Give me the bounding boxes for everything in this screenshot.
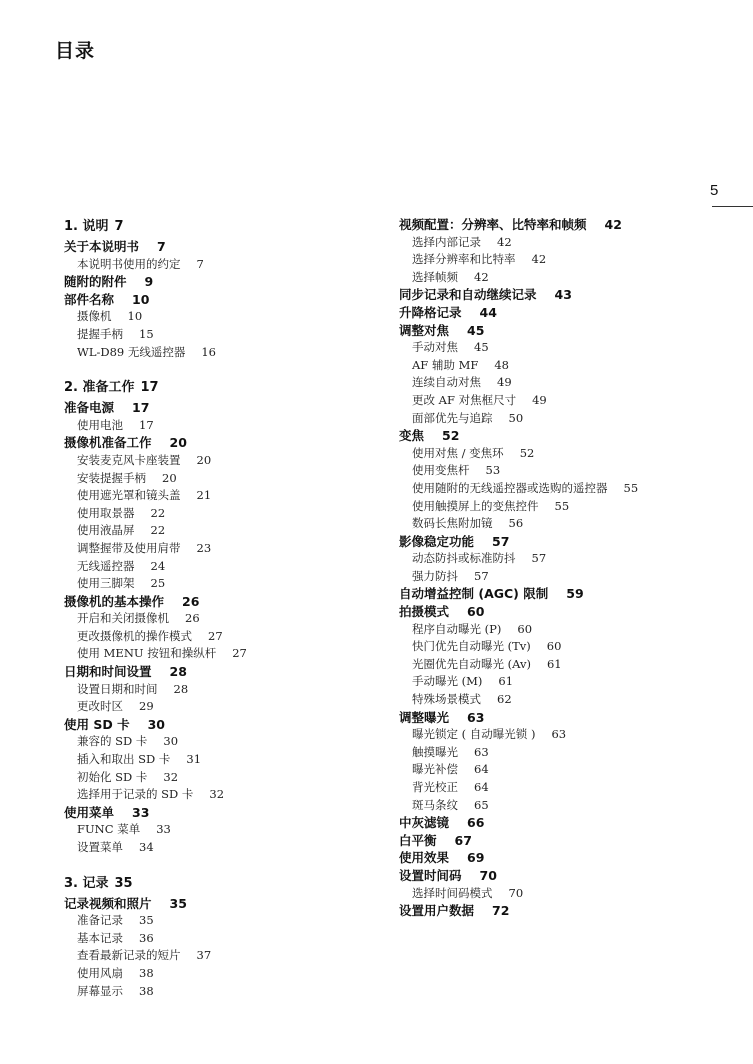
toc-right-column	[399, 216, 749, 920]
toc-entry-page: 20	[162, 470, 177, 485]
toc-entry-page: 61	[498, 674, 514, 689]
toc-entry-title: 快门优先自动曝光 (Tv)	[412, 639, 531, 654]
toc-entry-page: 63	[467, 709, 485, 725]
toc-entry-title: 自动增益控制 (AGC) 限制	[399, 586, 549, 602]
toc-subsection-entry[interactable]	[399, 726, 749, 744]
toc-entry-title: 使用取景器	[77, 505, 135, 520]
toc-entry-title: 程序自动曝光 (P)	[412, 621, 502, 636]
toc-entry-title: 调整对焦	[399, 322, 450, 338]
toc-entry-title: 兼容的 SD 卡	[77, 734, 148, 749]
toc-subsection-entry[interactable]	[64, 505, 384, 523]
toc-entry-page: 45	[467, 322, 485, 338]
toc-entry-page: 57	[531, 551, 547, 566]
toc-entry-page: 24	[150, 558, 166, 573]
toc-section-entry[interactable]	[64, 593, 384, 611]
toc-section-entry[interactable]	[64, 238, 384, 256]
toc-section-entry[interactable]	[64, 291, 384, 309]
toc-entry-title: 提握手柄	[77, 326, 123, 341]
toc-subsection-entry[interactable]	[399, 550, 749, 568]
toc-entry-title: 使用遮光罩和镜头盖	[77, 488, 181, 503]
toc-entry-page: 63	[474, 744, 489, 759]
toc-entry-page: 33	[132, 804, 150, 820]
toc-entry-title: 屏幕显示	[77, 983, 123, 998]
toc-entry-page: 45	[474, 340, 489, 355]
toc-entry-title: 插入和取出 SD 卡	[77, 752, 171, 767]
toc-entry-title: 调整曝光	[399, 709, 450, 725]
toc-section-entry[interactable]	[399, 322, 749, 340]
toc-entry-page: 70	[508, 885, 524, 900]
toc-entry-page: 17	[139, 417, 154, 432]
toc-entry-title: AF 辅助 MF	[412, 357, 479, 372]
toc-section-entry[interactable]	[64, 434, 384, 452]
toc-entry-title: 随附的附件	[64, 274, 127, 290]
toc-subsection-entry[interactable]	[64, 751, 384, 769]
toc-entry-title: 部件名称	[64, 291, 115, 307]
toc-section-entry[interactable]	[64, 895, 384, 913]
toc-entry-title: 手动曝光 (M)	[412, 674, 483, 689]
toc-subsection-entry[interactable]	[399, 339, 749, 357]
toc-entry-page: 44	[479, 304, 497, 320]
toc-subsection-entry[interactable]	[64, 470, 384, 488]
toc-entry-page: 34	[139, 840, 154, 854]
toc-subsection-entry[interactable]	[399, 797, 749, 815]
toc-section-entry[interactable]	[64, 399, 384, 417]
toc-subsection-entry[interactable]	[64, 733, 384, 751]
toc-subsection-entry[interactable]	[64, 645, 384, 663]
toc-entry-title: 更改时区	[77, 699, 123, 714]
toc-section-entry[interactable]	[399, 603, 749, 621]
toc-entry-page: 28	[169, 664, 187, 680]
toc-entry-page: 23	[196, 540, 212, 555]
toc-section-entry[interactable]	[399, 709, 749, 727]
toc-subsection-entry[interactable]	[399, 691, 749, 709]
toc-entry-title: 摄像机	[77, 309, 112, 324]
toc-entry-page: 60	[467, 604, 485, 620]
toc-entry-title: 关于本说明书	[64, 239, 140, 254]
toc-section-entry[interactable]	[399, 867, 749, 885]
toc-entry-title: 使用变焦杆	[412, 463, 470, 478]
toc-entry-title: 安装提握手柄	[77, 470, 146, 485]
toc-entry-page: 37	[196, 948, 212, 963]
toc-subsection-entry[interactable]	[64, 698, 384, 716]
toc-entry-page: 33	[156, 822, 171, 837]
toc-entry-page: 43	[554, 287, 572, 303]
toc-section-entry[interactable]	[399, 814, 749, 832]
toc-subsection-entry[interactable]	[64, 912, 384, 930]
toc-entry-title: 使用 SD 卡	[64, 716, 130, 732]
toc-entry-title: 更改摄像机的操作模式	[77, 628, 192, 643]
toc-entry-title: 设置日期和时间	[77, 681, 158, 696]
toc-entry-title: 中灰滤镜	[399, 815, 450, 831]
toc-subsection-entry[interactable]	[64, 540, 384, 558]
toc-chapter-entry[interactable]	[64, 873, 384, 895]
toc-subsection-entry[interactable]	[399, 568, 749, 586]
toc-subsection-entry[interactable]	[64, 558, 384, 576]
toc-entry-title: 特殊场景模式	[412, 692, 481, 707]
toc-entry-title: 记录视频和照片	[64, 895, 152, 911]
toc-subsection-entry[interactable]	[64, 452, 384, 470]
toc-section-entry[interactable]	[64, 804, 384, 822]
toc-subsection-entry[interactable]	[399, 357, 749, 375]
toc-subsection-entry[interactable]	[399, 234, 749, 252]
toc-entry-page: 10	[132, 291, 150, 307]
toc-entry-page: 62	[497, 692, 512, 707]
toc-entry-page: 38	[139, 983, 154, 998]
toc-entry-title: 连续自动对焦	[412, 375, 481, 390]
toc-entry-title: 选择时间码模式	[412, 885, 493, 900]
toc-entry-page: 29	[139, 699, 154, 714]
toc-section-entry[interactable]	[64, 273, 384, 291]
toc-entry-title: 日期和时间设置	[64, 664, 152, 680]
toc-entry-page: 66	[467, 815, 485, 831]
toc-entry-page: 49	[532, 392, 547, 407]
toc-subsection-entry[interactable]	[399, 621, 749, 639]
toc-subsection-entry[interactable]	[399, 779, 749, 797]
toc-section-entry[interactable]	[399, 286, 749, 304]
toc-entry-title: 曝光锁定 ( 自动曝光锁 )	[412, 727, 536, 742]
toc-subsection-entry[interactable]	[64, 839, 384, 857]
toc-entry-page: 64	[474, 762, 489, 777]
toc-subsection-entry[interactable]	[64, 417, 384, 435]
toc-entry-page: 7	[157, 239, 166, 254]
toc-subsection-entry[interactable]	[64, 487, 384, 505]
toc-entry-page: 35	[139, 913, 154, 928]
toc-subsection-entry[interactable]	[399, 885, 749, 903]
toc-entry-page: 65	[474, 797, 489, 812]
toc-chapter-entry[interactable]	[64, 377, 384, 399]
toc-subsection-entry[interactable]	[399, 638, 749, 656]
toc-subsection-entry[interactable]	[64, 769, 384, 787]
toc-entry-title: 安装麦克风卡座装置	[77, 452, 181, 467]
toc-entry-title: 影像稳定功能	[399, 533, 475, 549]
toc-entry-title: 本说明书使用的约定	[77, 256, 181, 271]
toc-entry-page: 15	[139, 326, 154, 341]
toc-subsection-entry[interactable]	[399, 498, 749, 516]
toc-subsection-entry[interactable]	[399, 744, 749, 762]
toc-entry-title: 使用随附的无线遥控器或选购的遥控器	[412, 480, 608, 495]
toc-entry-page: 42	[497, 234, 512, 249]
toc-entry-title: 使用电池	[77, 417, 123, 432]
toc-subsection-entry[interactable]	[64, 522, 384, 540]
section-gap	[64, 361, 384, 377]
section-gap	[64, 857, 384, 873]
toc-entry-page: 30	[147, 716, 165, 732]
toc-entry-title: 初始化 SD 卡	[77, 769, 148, 784]
toc-entry-page: 26	[182, 593, 200, 609]
toc-entry-title: 手动对焦	[412, 340, 458, 355]
toc-subsection-entry[interactable]	[399, 445, 749, 463]
toc-entry-page: 31	[186, 752, 202, 767]
toc-entry-title: 调整握带及使用肩带	[77, 540, 181, 555]
page-title: 目录	[55, 40, 96, 62]
toc-entry-page: 72	[492, 903, 510, 919]
toc-subsection-entry[interactable]	[64, 308, 384, 326]
toc-entry-page: 27	[208, 628, 223, 643]
toc-entry-page: 32	[209, 787, 225, 802]
toc-entry-title: 光圈优先自动曝光 (Av)	[412, 656, 531, 671]
toc-entry-title: 曝光补偿	[412, 762, 458, 777]
toc-entry-page: 35	[169, 895, 187, 911]
toc-subsection-entry[interactable]	[399, 410, 749, 428]
toc-entry-page: 70	[479, 867, 497, 883]
toc-entry-title: 选择帧频	[412, 269, 458, 284]
toc-entry-title: 1. 说明	[64, 219, 109, 234]
toc-entry-title: 使用菜单	[64, 804, 115, 820]
toc-entry-title: 开启和关闭摄像机	[77, 611, 169, 626]
toc-section-entry[interactable]	[399, 585, 749, 603]
toc-chapter-entry[interactable]	[64, 216, 384, 238]
toc-entry-page: 53	[485, 463, 501, 478]
toc-entry-page: 38	[139, 965, 154, 980]
toc-entry-title: 摄像机的基本操作	[64, 593, 165, 609]
toc-entry-title: 选择内部记录	[412, 234, 481, 249]
toc-entry-title: 使用三脚架	[77, 576, 135, 591]
toc-entry-title: 使用液晶屏	[77, 523, 135, 538]
toc-section-entry[interactable]	[399, 902, 749, 920]
toc-entry-title: 使用风扇	[77, 965, 123, 980]
toc-subsection-entry[interactable]	[399, 462, 749, 480]
toc-entry-page: 52	[519, 445, 535, 460]
toc-subsection-entry[interactable]	[64, 256, 384, 274]
toc-entry-page: 42	[531, 252, 547, 267]
toc-subsection-entry[interactable]	[399, 374, 749, 392]
toc-entry-title: 设置时间码	[399, 867, 462, 883]
toc-entry-page: 20	[196, 452, 212, 467]
toc-entry-title: 触摸曝光	[412, 744, 458, 759]
toc-entry-title: 使用对焦 / 变焦环	[412, 445, 504, 460]
toc-subsection-entry[interactable]	[64, 681, 384, 699]
toc-subsection-entry[interactable]	[399, 515, 749, 533]
toc-entry-title: 准备电源	[64, 400, 115, 416]
toc-entry-title: WL-D89 无线遥控器	[77, 344, 186, 359]
toc-entry-title: 摄像机准备工作	[64, 435, 152, 451]
toc-subsection-entry[interactable]	[399, 673, 749, 691]
page-number: 5	[710, 182, 719, 199]
toc-entry-page: 25	[150, 576, 166, 591]
toc-subsection-entry[interactable]	[399, 392, 749, 410]
toc-entry-page: 69	[467, 850, 485, 866]
toc-entry-page: 26	[185, 611, 200, 626]
toc-entry-page: 49	[497, 375, 512, 390]
toc-entry-page: 10	[127, 309, 143, 324]
toc-entry-page: 17	[132, 400, 150, 416]
toc-entry-title: 升降格记录	[399, 304, 462, 320]
toc-entry-title: 2. 准备工作	[64, 380, 135, 396]
toc-entry-page: 42	[474, 269, 489, 284]
toc-entry-title: 使用触摸屏上的变焦控件	[412, 498, 539, 513]
toc-entry-page: 61	[546, 656, 562, 671]
toc-entry-page: 60	[517, 621, 533, 636]
toc-entry-page: 50	[508, 410, 524, 425]
toc-entry-page: 48	[494, 357, 509, 372]
toc-entry-title: 查看最新记录的短片	[77, 948, 181, 963]
toc-entry-page: 42	[604, 217, 622, 232]
toc-entry-page: 57	[474, 568, 489, 583]
toc-entry-title: 强力防抖	[412, 568, 458, 583]
toc-subsection-entry[interactable]	[64, 947, 384, 965]
toc-subsection-entry[interactable]	[399, 480, 749, 498]
toc-entry-page: 21	[196, 488, 212, 503]
toc-entry-page: 35	[114, 875, 133, 891]
toc-entry-page: 56	[508, 516, 524, 531]
toc-section-entry[interactable]	[399, 216, 749, 234]
toc-entry-page: 27	[232, 646, 247, 661]
toc-entry-title: 背光校正	[412, 780, 458, 794]
toc-entry-title: 视频配置：分辨率、比特率和帧频	[399, 217, 587, 232]
toc-entry-title: 动态防抖或标准防抖	[412, 551, 516, 566]
toc-entry-title: 3. 记录	[64, 875, 109, 891]
toc-subsection-entry[interactable]	[64, 575, 384, 593]
toc-section-entry[interactable]	[399, 849, 749, 867]
toc-entry-page: 16	[201, 344, 216, 359]
toc-entry-title: 选择用于记录的 SD 卡	[77, 787, 194, 802]
toc-subsection-entry[interactable]	[64, 344, 384, 362]
toc-entry-title: 设置菜单	[77, 840, 123, 854]
toc-entry-page: 28	[173, 681, 189, 696]
toc-subsection-entry[interactable]	[64, 821, 384, 839]
toc-entry-title: 数码长焦附加镜	[412, 516, 493, 531]
toc-entry-page: 7	[196, 256, 204, 271]
toc-entry-title: 斑马条纹	[412, 797, 458, 812]
toc-section-entry[interactable]	[64, 663, 384, 681]
toc-entry-page: 55	[554, 498, 570, 513]
toc-entry-page: 22	[150, 523, 166, 538]
toc-entry-page: 30	[163, 734, 179, 749]
toc-subsection-entry[interactable]	[64, 965, 384, 983]
toc-left-column	[64, 216, 384, 1000]
toc-entry-page: 20	[169, 435, 187, 451]
toc-subsection-entry[interactable]	[64, 326, 384, 344]
toc-entry-page: 7	[114, 219, 124, 234]
toc-entry-page: 63	[551, 727, 567, 742]
toc-subsection-entry[interactable]	[399, 251, 749, 269]
toc-entry-title: 拍摄模式	[399, 604, 450, 620]
toc-subsection-entry[interactable]	[64, 930, 384, 948]
toc-section-entry[interactable]	[399, 427, 749, 445]
toc-subsection-entry[interactable]	[399, 269, 749, 287]
toc-section-entry[interactable]	[399, 304, 749, 322]
toc-entry-title: 设置用户数据	[399, 903, 475, 919]
toc-entry-page: 55	[623, 480, 639, 495]
toc-entry-title: 面部优先与追踪	[412, 410, 493, 425]
toc-subsection-entry[interactable]	[64, 628, 384, 646]
toc-entry-page: 67	[454, 832, 472, 848]
toc-entry-page: 57	[492, 533, 510, 549]
toc-subsection-entry[interactable]	[64, 610, 384, 628]
toc-section-entry[interactable]	[64, 716, 384, 734]
toc-entry-page: 59	[566, 586, 584, 602]
toc-section-entry[interactable]	[399, 533, 749, 551]
toc-entry-title: 选择分辨率和比特率	[412, 252, 516, 267]
toc-entry-page: 9	[144, 274, 154, 290]
toc-entry-title: 使用效果	[399, 850, 450, 866]
toc-entry-page: 32	[163, 769, 179, 784]
toc-entry-title: 白平衡	[399, 832, 437, 848]
toc-entry-title: 同步记录和自动继续记录	[399, 287, 537, 303]
toc-subsection-entry[interactable]	[399, 656, 749, 674]
toc-entry-title: 更改 AF 对焦框尺寸	[412, 392, 517, 407]
toc-subsection-entry[interactable]	[64, 786, 384, 804]
toc-entry-title: 无线遥控器	[77, 558, 135, 573]
toc-entry-page: 52	[442, 428, 460, 444]
toc-entry-title: 准备记录	[77, 913, 123, 928]
toc-entry-title: FUNC 菜单	[77, 822, 141, 837]
toc-entry-title: 使用 MENU 按钮和操纵杆	[77, 646, 217, 661]
toc-entry-page: 60	[546, 639, 562, 654]
toc-entry-page: 36	[139, 930, 154, 945]
toc-entry-page: 64	[474, 780, 489, 794]
page-number-rule	[712, 206, 753, 207]
toc-entry-page: 17	[140, 380, 159, 396]
toc-subsection-entry[interactable]	[399, 761, 749, 779]
toc-subsection-entry[interactable]	[64, 983, 384, 1001]
toc-entry-page: 22	[150, 505, 166, 520]
toc-entry-title: 变焦	[399, 428, 425, 444]
toc-section-entry[interactable]	[399, 832, 749, 850]
toc-entry-title: 基本记录	[77, 930, 123, 945]
